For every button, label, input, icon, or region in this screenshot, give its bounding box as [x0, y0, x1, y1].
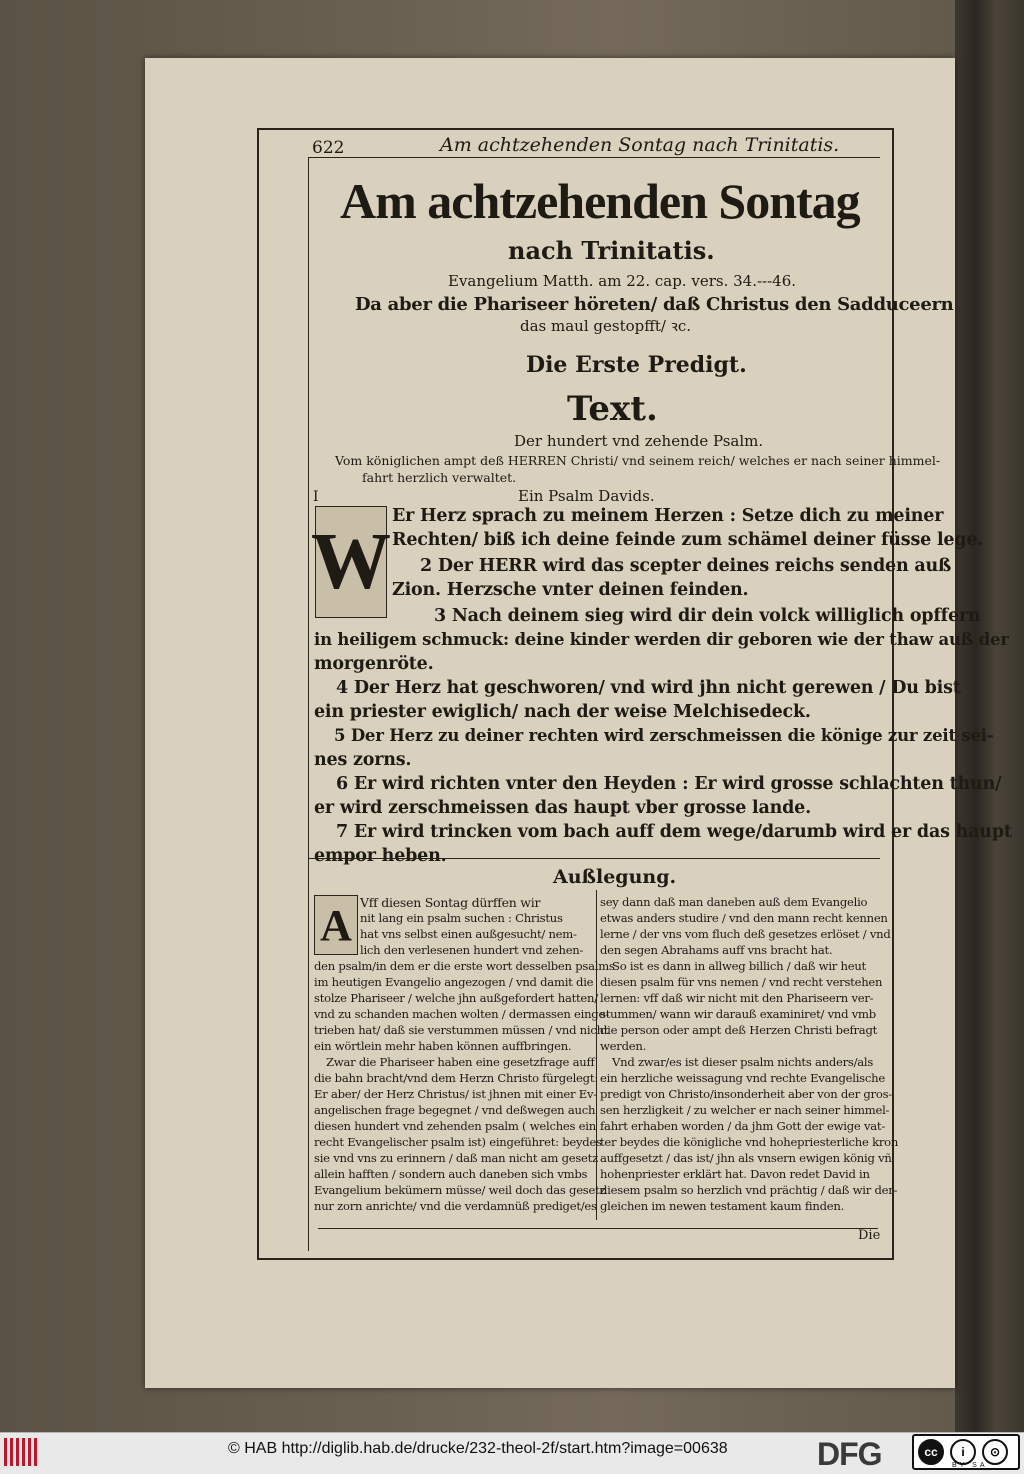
right-column-line: sey dann daß man daneben auß dem Evangelio [600, 895, 868, 909]
hab-logo-icon [4, 1438, 38, 1466]
right-column-line: So ist es dann in allweg billich / daß wir heut [612, 959, 866, 973]
verse-line: er wird zerschmeissen das haupt vber grosse lande. [314, 798, 811, 818]
left-column-line: Evangelium bekümern müsse/ weil doch das gesetz [314, 1183, 606, 1197]
psalm-description: fahrt herzlich verwaltet. [362, 470, 517, 485]
right-column-line: werden. [600, 1039, 647, 1053]
verse-line: ein priester ewiglich/ nach der weise Melchisedeck. [314, 702, 811, 722]
left-column-line: nit lang ein psalm suchen : Christus [360, 911, 563, 925]
right-column-line: den segen Abrahams auff vns bracht hat. [600, 943, 833, 957]
left-column-line: trieben hat/ daß sie verstummen müssen / vnd nicht [314, 1023, 609, 1037]
by-icon: i [950, 1439, 976, 1465]
verse-line: 2 Der HERR wird das scepter deines reichs senden auß [420, 556, 952, 576]
sermon-label: Die Erste Predigt. [526, 352, 747, 378]
cc-license-label: BY SA [952, 1462, 988, 1469]
left-column-line: diesen hundert vnd zehenden psalm ( welches ein [314, 1119, 596, 1133]
right-column-line: lerne / der vns vom fluch deß gesetzes erlöset / vnd [600, 927, 891, 941]
header-rule [308, 157, 880, 158]
psalm-description: Vom königlichen ampt deß HERREN Christi/ vnd seinem reich/ welches er nach seiner himmel- [335, 453, 941, 468]
verse-line: Zion. Herzsche vnter deinen feinden. [392, 580, 749, 600]
right-column-line: ter beydes die königliche vnd hohepriesterliche kron [600, 1135, 899, 1149]
right-column-line: diesen psalm für vns nemen / vnd recht verstehen [600, 975, 883, 989]
gospel-reference: Evangelium Matth. am 22. cap. vers. 34.---46. [448, 272, 797, 290]
right-column-line: diesem psalm so herzlich vnd prächtig / daß wir der- [600, 1183, 898, 1197]
section-rule [308, 858, 880, 859]
left-column-line: stolze Phariseer / welche jhn außgefordert hatten/ [314, 991, 598, 1005]
right-column-line: sen herzligkeit / zu welcher er nach seiner himmel- [600, 1103, 890, 1117]
right-column-line: die person oder ampt deß Herzen Christi befragt [600, 1023, 878, 1037]
running-head: Am achtzehenden Sontag nach Trinitatis. [440, 134, 840, 156]
left-column-line: sie vnd vns zu erinnern / daß man nicht am gesetz [314, 1151, 598, 1165]
verse-line: empor heben. [314, 846, 447, 866]
verse-line: nes zorns. [314, 750, 412, 770]
sub-title: nach Trinitatis. [508, 236, 715, 265]
right-column-line: fahrt erhaben worden / da jhm Gott der ewige vat- [600, 1119, 886, 1133]
decorated-initial: A [314, 895, 358, 955]
left-column-line: den psalm/in dem er die erste wort desselben psalms [314, 959, 615, 973]
left-column-line: Vff diesen Sontag dürffen wir [360, 895, 541, 910]
decorated-initial: W [315, 506, 387, 618]
psalm-title: Der hundert vnd zehende Psalm. [514, 432, 764, 450]
left-column-line: nur zorn anrichte/ vnd die verdamnüß prediget/es [314, 1199, 597, 1213]
verse-line: 4 Der Herz hat geschworen/ vnd wird jhn nicht gerewen / Du bist [336, 678, 961, 698]
verse-line: 3 Nach deinem sieg wird dir dein volck williglich opffern [434, 606, 981, 626]
left-column-line: vnd zu schanden machen wolten / dermassen einge- [314, 1007, 609, 1021]
verse-line: 5 Der Herz zu deiner rechten wird zerschmeissen die könige zur zeit sei- [334, 726, 994, 745]
left-column-line: im heutigen Evangelio angezogen / vnd damit die [314, 975, 594, 989]
verse-number: I [313, 489, 319, 505]
left-column-line: recht Evangelischer psalm ist) eingeführet: beydes [314, 1135, 602, 1149]
bottom-rule [318, 1228, 878, 1229]
left-column-line: angelischen frage begegnet / vnd deßwegen auch [314, 1103, 596, 1117]
left-column-line: hat vns selbst einen außgesucht/ nem- [360, 927, 577, 941]
commentary-heading: Außlegung. [553, 866, 677, 888]
right-column-line: gleichen im newen testament kaum finden. [600, 1199, 845, 1213]
left-column-line: die bahn bracht/vnd dem Herzn Christo fürgelegt: [314, 1071, 598, 1085]
left-column-line: lich den verlesenen hundert vnd zehen- [360, 943, 584, 957]
verse-line: morgenröte. [314, 654, 434, 674]
right-column-line: predigt von Christo/insonderheit aber von der gros- [600, 1087, 892, 1101]
main-title: Am achtzehenden Sontag [340, 173, 860, 229]
verse-line: Rechten/ biß ich deine feinde zum schämel deiner füsse lege. [392, 530, 984, 550]
incipit-line: Da aber die Phariseer höreten/ daß Christus den Sadduceern [355, 294, 954, 315]
right-column-line: stummen/ wann wir darauß examiniret/ vnd vmb [600, 1007, 876, 1021]
incipit-line: das maul gestopfft/ ꝛc. [520, 317, 692, 335]
text-label: Text. [567, 389, 658, 429]
left-column-line: Er aber/ der Herz Christus/ ist jhnen mit einer Ev- [314, 1087, 597, 1101]
left-column-line: ein wörtlein mehr haben können auffbringen. [314, 1039, 572, 1053]
sa-icon: ⊙ [982, 1439, 1008, 1465]
cc-icon: cc [918, 1439, 944, 1465]
verse-line: 7 Er wird trincken vom bach auff dem wege/darumb wird er das haupt [336, 822, 1012, 842]
right-column-line: lernen: vff daß wir nicht mit den Phariseern ver- [600, 991, 874, 1005]
verse-line: Er Herz sprach zu meinem Herzen : Setze dich zu meiner [392, 506, 944, 526]
right-column-line: hohenpriester erklärt hat. Davon redet David in [600, 1167, 870, 1181]
page-number: 622 [312, 138, 345, 158]
copyright-link[interactable]: © HAB http://diglib.hab.de/drucke/232-theol-2f/start.htm?image=00638 [228, 1440, 728, 1457]
psalm-heading: Ein Psalm Davids. [518, 487, 655, 505]
right-column-line: auffgesetzt / das ist/ jhn als vnsern ewigen könig vñ [600, 1151, 892, 1165]
dfg-logo[interactable]: DFG [817, 1436, 882, 1472]
right-column-line: Vnd zwar/es ist dieser psalm nichts anders/als [612, 1055, 874, 1069]
catchword: Die [858, 1228, 881, 1243]
book-edge [955, 0, 1024, 1432]
right-column-line: ein herzliche weissagung vnd rechte Evangelische [600, 1071, 885, 1085]
column-divider [596, 890, 597, 1220]
left-column-line: allein hafften / sondern auch daneben sich vmbs [314, 1167, 588, 1181]
left-column-line: Zwar die Phariseer haben eine gesetzfrage auff [326, 1055, 595, 1069]
right-column-line: etwas anders studire / vnd den mann recht kennen [600, 911, 888, 925]
verse-line: in heiligem schmuck: deine kinder werden dir geboren wie der thaw auß der [314, 630, 1009, 649]
verse-line: 6 Er wird richten vnter den Heyden : Er wird grosse schlachten thun/ [336, 774, 1002, 794]
